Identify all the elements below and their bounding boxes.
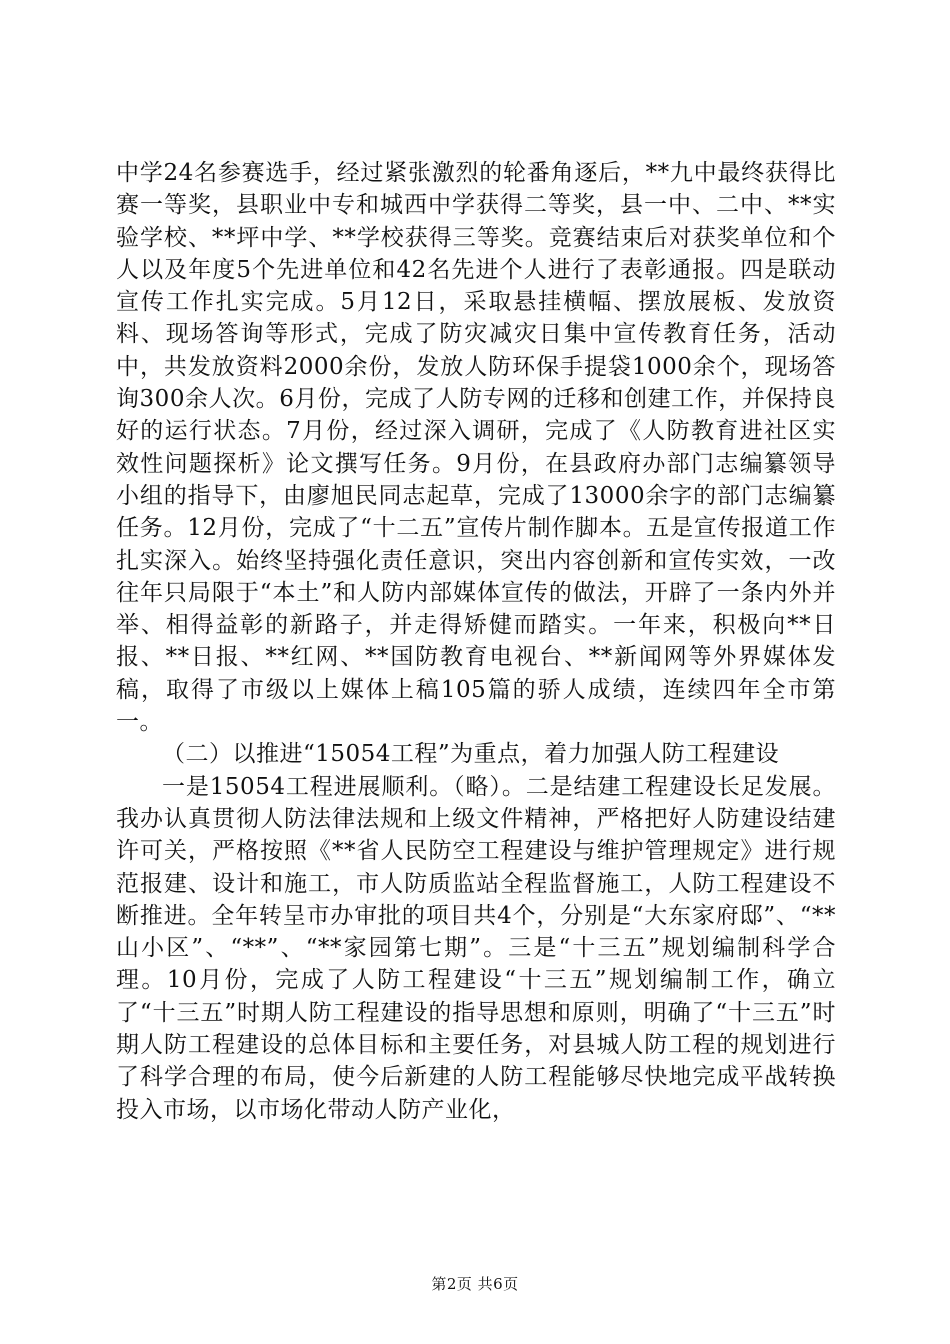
section-heading: （二）以推进“15054工程”为重点，着力加强人防工程建设: [162, 741, 780, 768]
document-body: [116, 157, 836, 1126]
paragraph-continuation: 中学24名参赛选手，经过紧张激烈的轮番角逐后，**九中最终获得比赛一等奖，县职业中专和城西中学获得二等奖，县一中、二中、**实验学校、**坪中学、**学校获得三等奖。竞赛结束后对获奖单位和个人以及年度5个先进单位和42名先进个人进行了表彰通报。四是联动宣传工作扎实完成。5月12日，采取悬挂横幅、摆放展板、发放资料、现场答询等形式，完成了防灾减灾日集中宣传教育任务，活动中，共发放资料2000余份，发放人防环保手提袋1000余个，现场答询300余人次。6月份，完成了人防专网的迁移和创建工作，并保持良好的运行状态。7月份，经过深入调研，完成了《人防教育进社区实效性问题探析》论文撰写任务。9月份，在县政府办部门志编纂领导小组的指导下，由廖旭民同志起草，完成了13000余字的部门志编纂任务。12月份，完成了“十二五”宣传片制作脚本。五是宣传报道工作扎实深入。始终坚持强化责任意识，突出内容创新和宣传实效，一改往年只局限于“本土”和人防内部媒体宣传的做法，开辟了一条内外并举、相得益彰的新路子，并走得矫健而踏实。一年来，积极向**日报、**日报、**红网、**国防教育电视台、**新闻网等外界媒体发稿，取得了市级以上媒体上稿105篇的骄人成绩，连续四年全市第一。: [116, 160, 836, 736]
paragraph-body: 一是15054工程进展顺利。（略）。二是结建工程建设长足发展。我办认真贯彻人防法律法规和上级文件精神，严格把好人防建设结建许可关，严格按照《**省人民防空工程建设与维护管理规定》进行规范报建、设计和施工，市人防质监站全程监督施工，人防工程建设不断推进。全年转呈市办审批的项目共4个，分别是“大东家府邸”、“**山小区”、“**”、“**家园第七期”。三是“十三五”规划编制科学合理。10月份，完成了人防工程建设“十三五”规划编制工作，确立了“十三五”时期人防工程建设的指导思想和原则，明确了“十三五”时期人防工程建设的总体目标和主要任务，对县城人防工程的规划进行了科学合理的布局，使今后新建的人防工程能够尽快地完成平战转换投入市场，以市场化带动人防产业化，: [116, 773, 836, 1123]
page-footer: 第2页 共6页: [431, 1275, 519, 1293]
